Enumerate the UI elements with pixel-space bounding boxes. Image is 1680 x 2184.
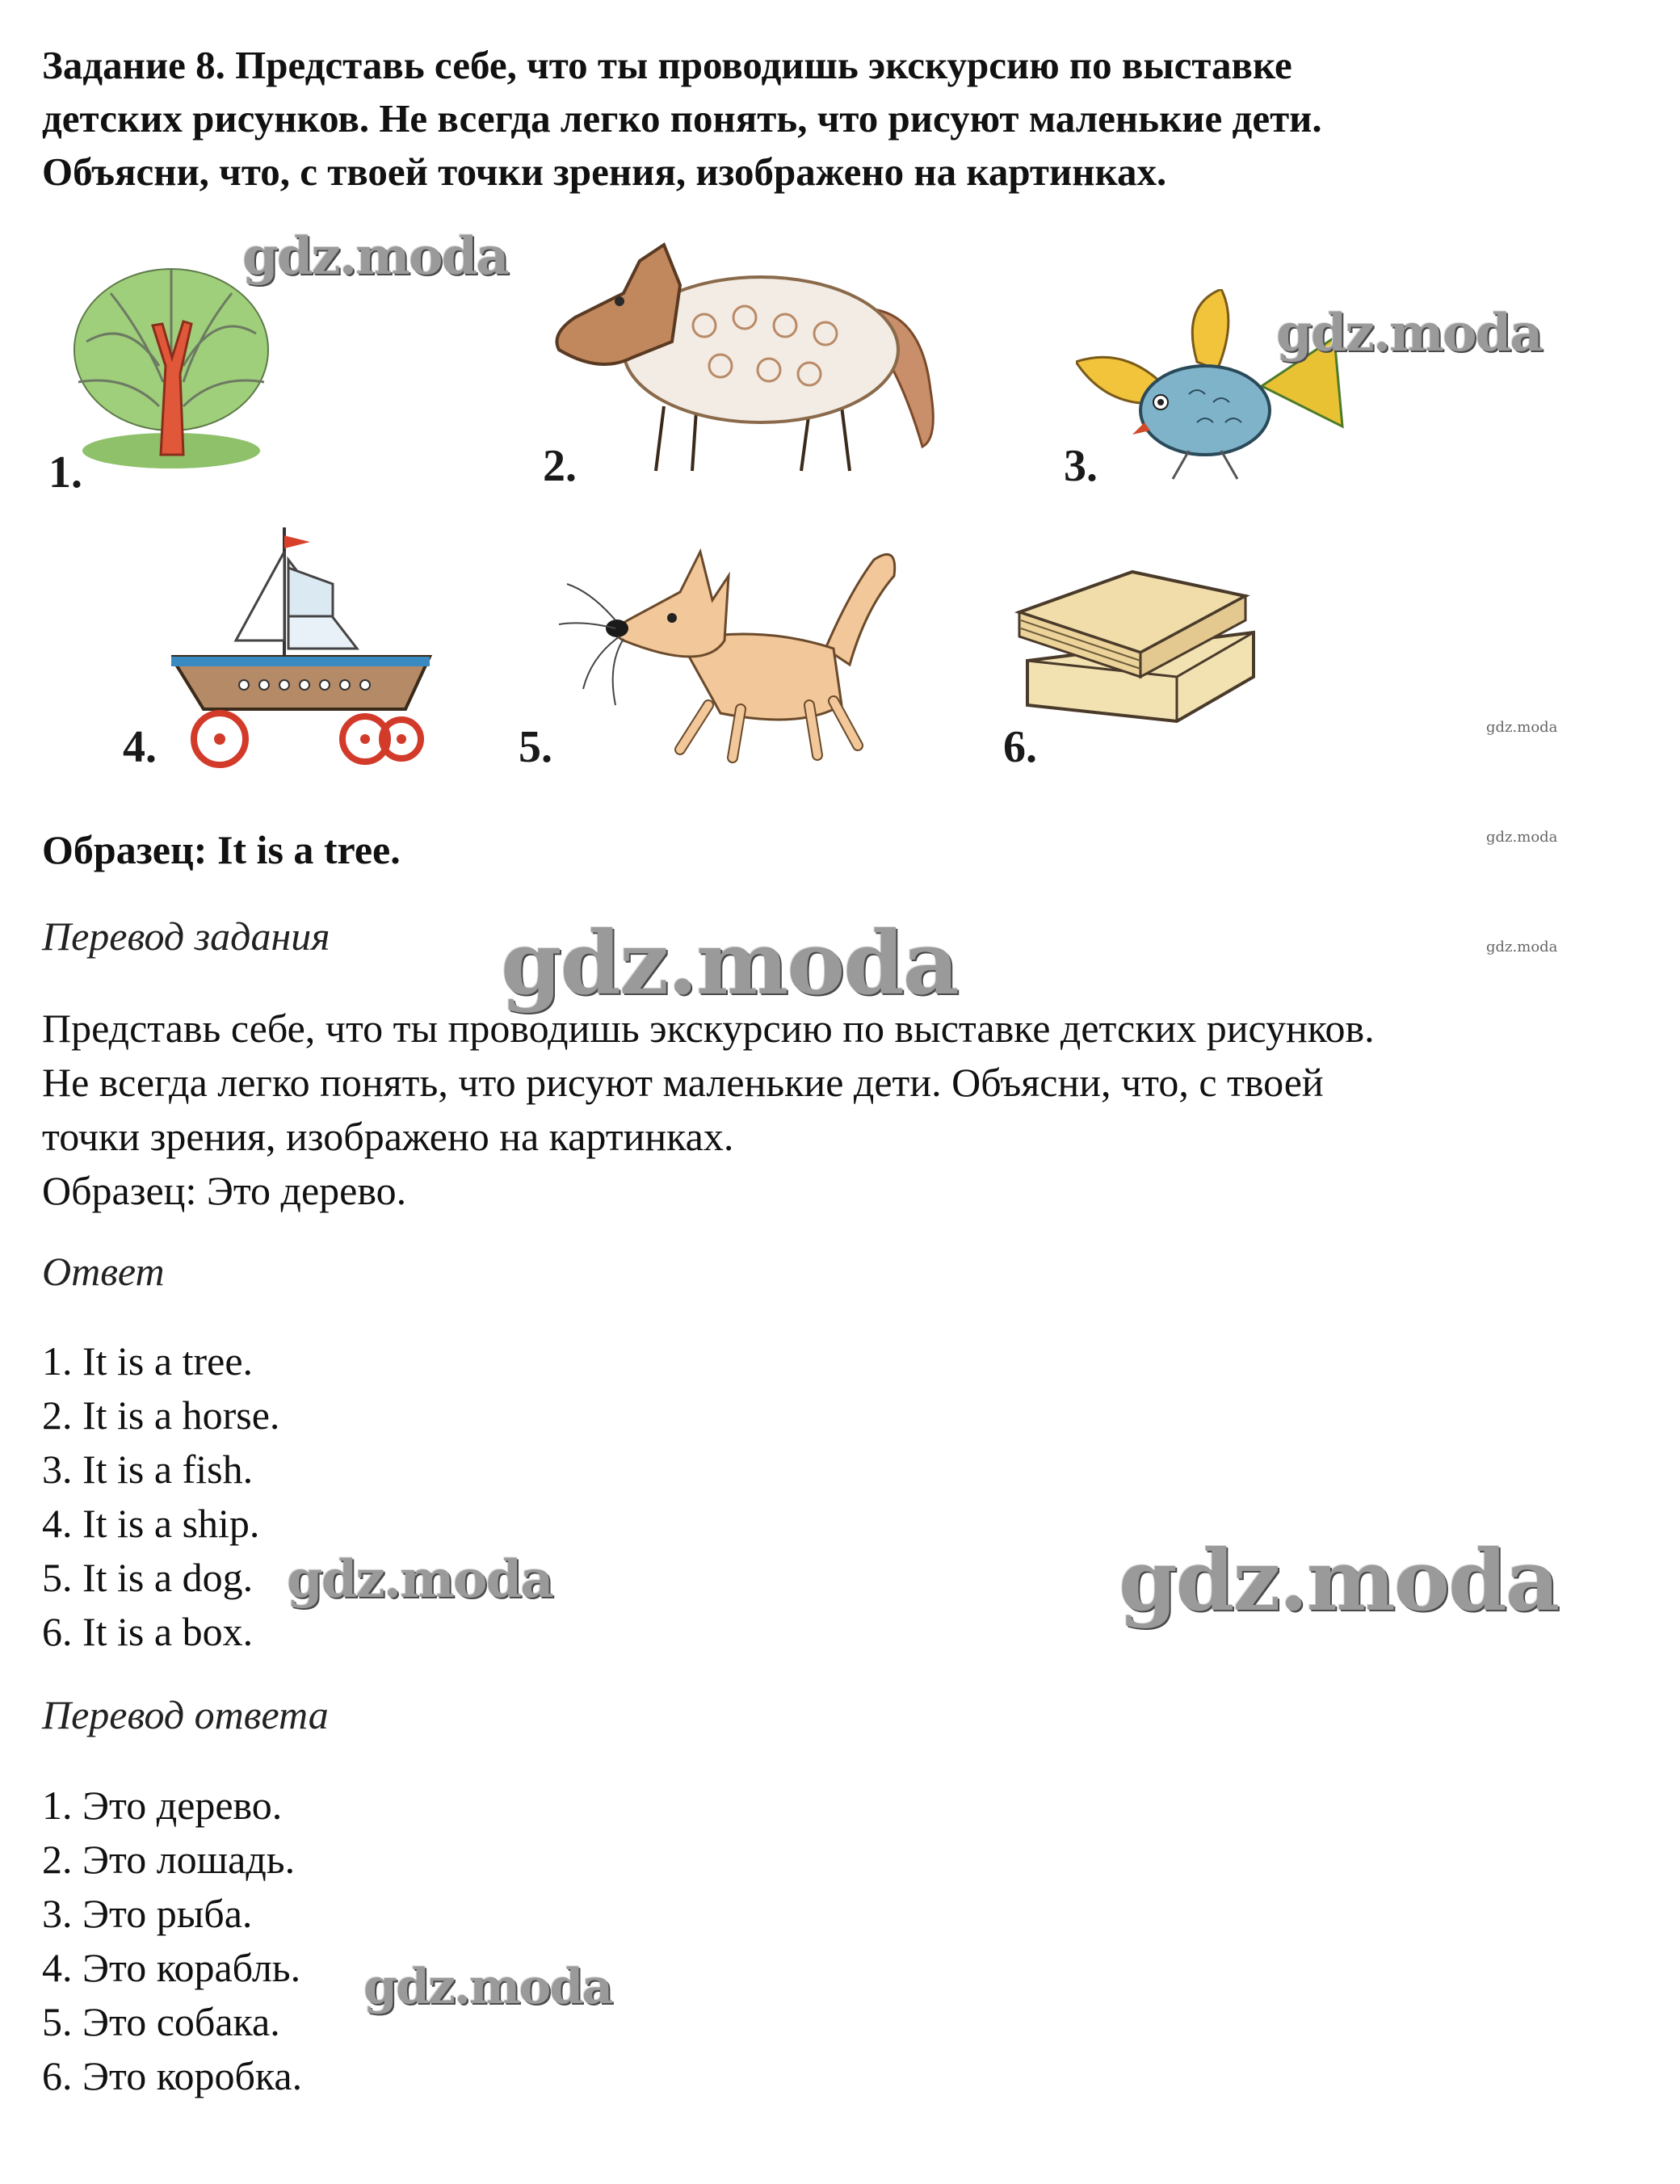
translation-answer-title: Перевод ответа xyxy=(42,1692,329,1737)
translation-answer-list xyxy=(42,1779,302,2103)
watermark: gdz.moda xyxy=(501,913,958,1014)
task-line: детских рисунков. Не всегда легко понять, что рисуют маленькие дети. xyxy=(42,96,1322,141)
answer-title: Ответ xyxy=(42,1249,165,1294)
ship-icon xyxy=(171,519,438,778)
sample-text: Образец: It is a tree. xyxy=(42,827,401,872)
list-item: 6. It is a box. xyxy=(42,1609,254,1654)
translation-task-line: Представь себе, что ты проводишь экскурсию по выставке детских рисунков. xyxy=(42,1006,1375,1051)
picture-number: 4. xyxy=(123,722,157,772)
watermark-small: gdz.moda xyxy=(1486,829,1558,846)
list-item: 1. Это дерево. xyxy=(42,1783,283,1828)
picture-number: 3. xyxy=(1064,441,1098,491)
picture-number: 2. xyxy=(543,441,577,491)
watermark-small: gdz.moda xyxy=(1486,939,1558,956)
dog-icon xyxy=(559,544,914,786)
horse-icon xyxy=(543,229,963,487)
list-item: 3. It is a fish. xyxy=(42,1447,254,1492)
answer-list xyxy=(42,1334,279,1659)
picture-number: 6. xyxy=(1003,722,1037,772)
list-item: 4. Это корабль. xyxy=(42,1945,301,1990)
translation-task-line: точки зрения, изображено на картинках. xyxy=(42,1114,734,1159)
list-item: 2. It is a horse. xyxy=(42,1392,280,1438)
list-item: 2. Это лошадь. xyxy=(42,1837,296,1882)
picture-number: 1. xyxy=(48,447,82,498)
pictures-panel xyxy=(42,229,1302,794)
watermark-small: gdz.moda xyxy=(1486,719,1558,736)
task-line: Задание 8. Представь себе, что ты проводишь экскурсию по выставке xyxy=(42,43,1292,87)
watermark: gdz.moda xyxy=(1276,303,1542,363)
list-item: 5. Это собака. xyxy=(42,1999,280,2044)
list-item: 1. It is a tree. xyxy=(42,1338,254,1384)
watermark: gdz.moda xyxy=(363,1959,612,2015)
task-line: Объясни, что, с твоей точки зрения, изображено на картинках. xyxy=(42,149,1167,194)
translation-task-line: Образец: Это дерево. xyxy=(42,1168,407,1213)
watermark: gdz.moda xyxy=(287,1549,552,1610)
list-item: 5. It is a dog. xyxy=(42,1555,254,1600)
translation-task-line: Не всегда легко понять, что рисуют маленькие дети. Объясни, что, с твоей xyxy=(42,1060,1324,1105)
translation-task-text xyxy=(42,1002,1625,1218)
list-item: 3. Это рыба. xyxy=(42,1891,253,1936)
translation-task-title: Перевод задания xyxy=(42,914,330,959)
list-item: 4. It is a ship. xyxy=(42,1501,260,1546)
box-icon xyxy=(1011,556,1270,733)
picture-number: 5. xyxy=(519,722,552,772)
task-heading xyxy=(42,39,1617,199)
list-item: 6. Это коробка. xyxy=(42,2053,303,2098)
watermark: gdz.moda xyxy=(1119,1531,1559,1630)
watermark: gdz.moda xyxy=(242,226,508,287)
